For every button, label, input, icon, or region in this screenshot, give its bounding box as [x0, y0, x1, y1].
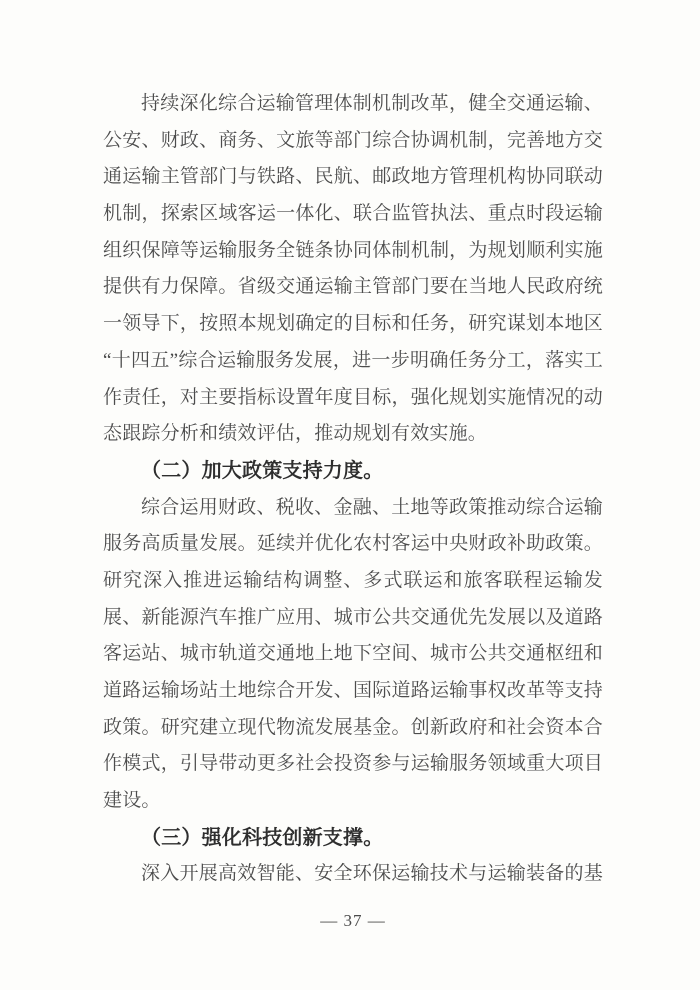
text-line: 态跟踪分析和绩效评估，推动规划有效实施。 — [103, 423, 488, 445]
page-number: — 37 — — [320, 911, 386, 930]
text-line: 组织保障等运输服务全链条协同体制机制，为规划顺利实施 — [103, 239, 603, 261]
text-line: 深入开展高效智能、安全环保运输技术与运输装备的基 — [141, 863, 603, 885]
text-line: 提供有力保障。省级交通运输主管部门要在当地人民政府统 — [103, 276, 603, 298]
text-line: 作模式，引导带动更多社会投资参与运输服务领域重大项目 — [103, 753, 603, 775]
text-line: 研究深入推进运输结构调整、多式联运和旅客联程运输发 — [103, 569, 603, 591]
text-line: 公安、财政、商务、文旅等部门综合协调机制，完善地方交 — [103, 129, 603, 151]
text-line: 道路运输场站土地综合开发、国际道路运输事权改革等支持 — [103, 680, 603, 701]
section-heading: （二）加大政策支持力度。 — [141, 459, 384, 482]
section-heading: （三）强化科技创新支撑。 — [141, 826, 384, 849]
text-line: 持续深化综合运输管理体制机制改革，健全交通运输、 — [141, 93, 603, 114]
text-line: 客运站、城市轨道交通地上地下空间、城市公共交通枢纽和 — [103, 643, 603, 665]
text-line: 政策。研究建立现代物流发展基金。创新政府和社会资本合 — [103, 716, 603, 738]
text-block — [103, 86, 603, 893]
text-line: 展、新能源汽车推广应用、城市公共交通优先发展以及道路 — [103, 606, 603, 628]
text-line: 通运输主管部门与铁路、民航、邮政地方管理机构协同联动 — [103, 166, 603, 188]
text-line: 一领导下，按照本规划确定的目标和任务，研究谋划本地区 — [103, 313, 603, 335]
text-line: 服务高质量发展。延续并优化农村客运中央财政补助政策。 — [103, 533, 603, 555]
text-line: “十四五”综合运输服务发展，进一步明确任务分工，落实工 — [103, 349, 603, 371]
text-line: 建设。 — [103, 790, 161, 812]
text-line: 作责任，对主要指标设置年度目标，强化规划实施情况的动 — [103, 386, 603, 408]
text-line: 机制，探索区域客运一体化、联合监管执法、重点时段运输 — [103, 203, 603, 225]
text-line: 综合运用财政、税收、金融、土地等政策推动综合运输 — [141, 496, 603, 518]
